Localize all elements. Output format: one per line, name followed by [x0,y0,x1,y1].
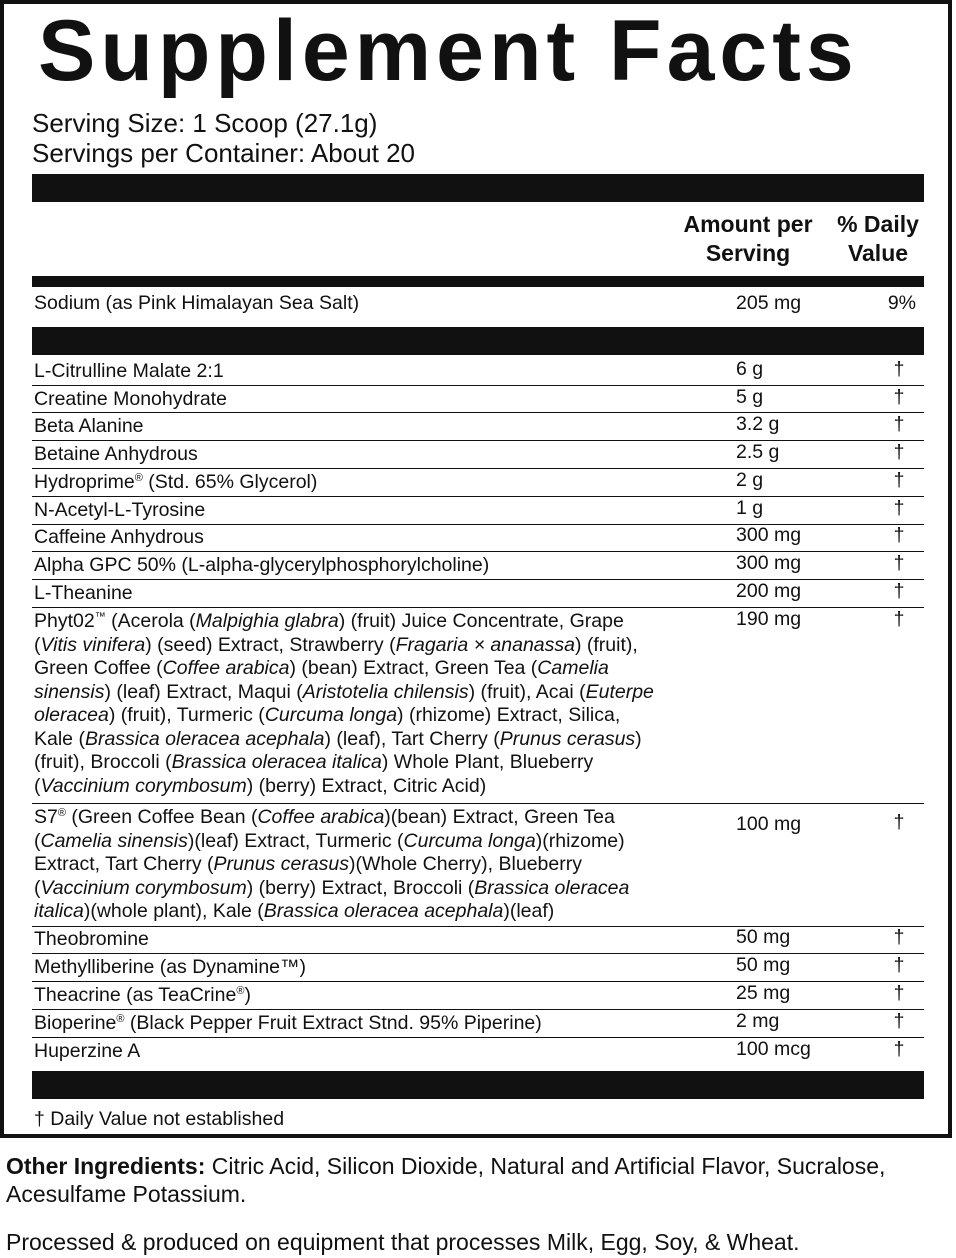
ingredient-daily-value: † [893,608,905,630]
thick-divider-top [32,174,924,202]
ingredient-daily-value: † [893,358,905,380]
ingredient-name: Hydroprime® (Std. 65% Glycerol) [34,471,318,493]
servings-per-container: Servings per Container: About 20 [32,138,416,168]
ingredient-name: Beta Alanine [34,415,144,437]
ingredient-amount: 300 mg [736,524,802,546]
ingredient-amount: 25 mg [736,982,791,1004]
ingredient-amount: 2.5 g [736,441,780,463]
ingredient-name: Huperzine A [34,1040,141,1062]
thick-divider-bottom [32,1071,924,1099]
ingredient-daily-value: † [893,497,905,519]
ingredient-name: Bioperine® (Black Pepper Fruit Extract Stnd. 95% Piperine) [34,1012,542,1034]
ingredient-daily-value: † [893,441,905,463]
sodium-daily-value: 9% [887,292,916,314]
ingredient-daily-value: † [893,811,905,833]
row-divider [32,803,924,804]
other-ingredients-text: Citric Acid, Silicon Dioxide, Natural and Artificial Flavor, Sucralose, Acesulfame Potassium. [6,1153,886,1207]
ingredient-daily-value: † [893,982,905,1004]
ingredient-amount: 2 g [736,469,764,491]
ingredient-amount: 190 mg [736,608,802,630]
ingredient-name: N-Acetyl-L-Tyrosine [34,499,206,521]
ingredient-name: Phyt02™ (Acerola (Malpighia glabra) (fruit) Juice Concentrate, Grape (Vitis vinifera) (seed) Extract, Strawberry (Fragaria × ananassa) (fruit), Green Coffee (Coffee arabica) (bean) Extract, Green Tea (Camelia sinensis) (leaf) Extract, Maqui (Aristotelia chilensis) (fruit), Acai (Euterpe oleracea) (fruit), Turmeric (Curcuma longa) (rhizome) Extract, Silica, Kale (Brassica oleracea acephala) (leaf), Tart Cherry (Prunus cerasus) (fruit), Broccoli (Brassica oleracea italica) Whole Plant, Blueberry (Vaccinium corymbosum) (berry) Extract, Citric Acid) [34,610,654,797]
ingredient-daily-value: † [893,1010,905,1032]
allergen-processing-note: Processed & produced on equipment that processes Milk, Egg, Soy, & Wheat. [6,1229,800,1255]
ingredient-daily-value: † [893,413,905,435]
ingredient-amount: 50 mg [736,926,791,948]
ingredient-amount: 200 mg [736,580,802,602]
ingredient-daily-value: † [893,524,905,546]
ingredient-daily-value: † [893,469,905,491]
sodium-name: Sodium (as Pink Himalayan Sea Salt) [34,292,360,314]
ingredient-amount: 100 mg [736,813,802,835]
ingredient-daily-value: † [893,580,905,602]
ingredient-amount: 1 g [736,497,764,519]
ingredient-daily-value: † [893,926,905,948]
ingredient-name: L-Theanine [34,582,133,604]
ingredient-daily-value: † [893,954,905,976]
other-ingredients [6,1152,952,1208]
ingredient-amount: 100 mcg [736,1038,811,1060]
daily-value-header: % Daily Value [837,211,919,266]
thick-divider-middle [32,327,924,355]
ingredient-daily-value: † [893,1038,905,1060]
ingredient-amount: 3.2 g [736,413,780,435]
other-ingredients-label: Other Ingredients: [6,1153,206,1179]
ingredient-amount: 5 g [736,386,764,408]
header-divider [32,276,924,287]
ingredient-amount: 6 g [736,358,764,380]
ingredient-name: S7® (Green Coffee Bean (Coffee arabica)(bean) Extract, Green Tea (Camelia sinensis)(leaf) Extract, Turmeric (Curcuma longa)(rhizome) Extract, Tart Cherry (Prunus cerasus)(Whole Cherry), Blueberry (Vaccinium corymbosum) (berry) Extract, Broccoli (Brassica oleracea italica)(whole plant), Kale (Brassica oleracea acephala)(leaf) [34,806,630,922]
ingredient-daily-value: † [893,552,905,574]
serving-size: Serving Size: 1 Scoop (27.1g) [32,108,378,138]
ingredient-name: Theacrine (as TeaCrine®) [34,984,251,1006]
daily-value-footnote: † Daily Value not established [34,1108,285,1130]
ingredient-amount: 50 mg [736,954,791,976]
ingredient-name: Theobromine [34,928,149,950]
ingredient-name: Methylliberine (as Dynamine™) [34,956,307,978]
sodium-amount: 205 mg [736,292,802,314]
ingredient-name: Caffeine Anhydrous [34,526,204,548]
ingredient-amount: 300 mg [736,552,802,574]
ingredient-name: Creatine Monohydrate [34,388,227,410]
panel-title: Supplement Facts [38,3,859,99]
ingredient-name: Betaine Anhydrous [34,443,198,465]
ingredient-name: L-Citrulline Malate 2:1 [34,360,224,382]
ingredient-amount: 2 mg [736,1010,780,1032]
ingredient-name: Alpha GPC 50% (L-alpha-glycerylphosphorylcholine) [34,554,490,576]
amount-per-serving-header: Amount per Serving [683,211,813,266]
ingredient-daily-value: † [893,386,905,408]
